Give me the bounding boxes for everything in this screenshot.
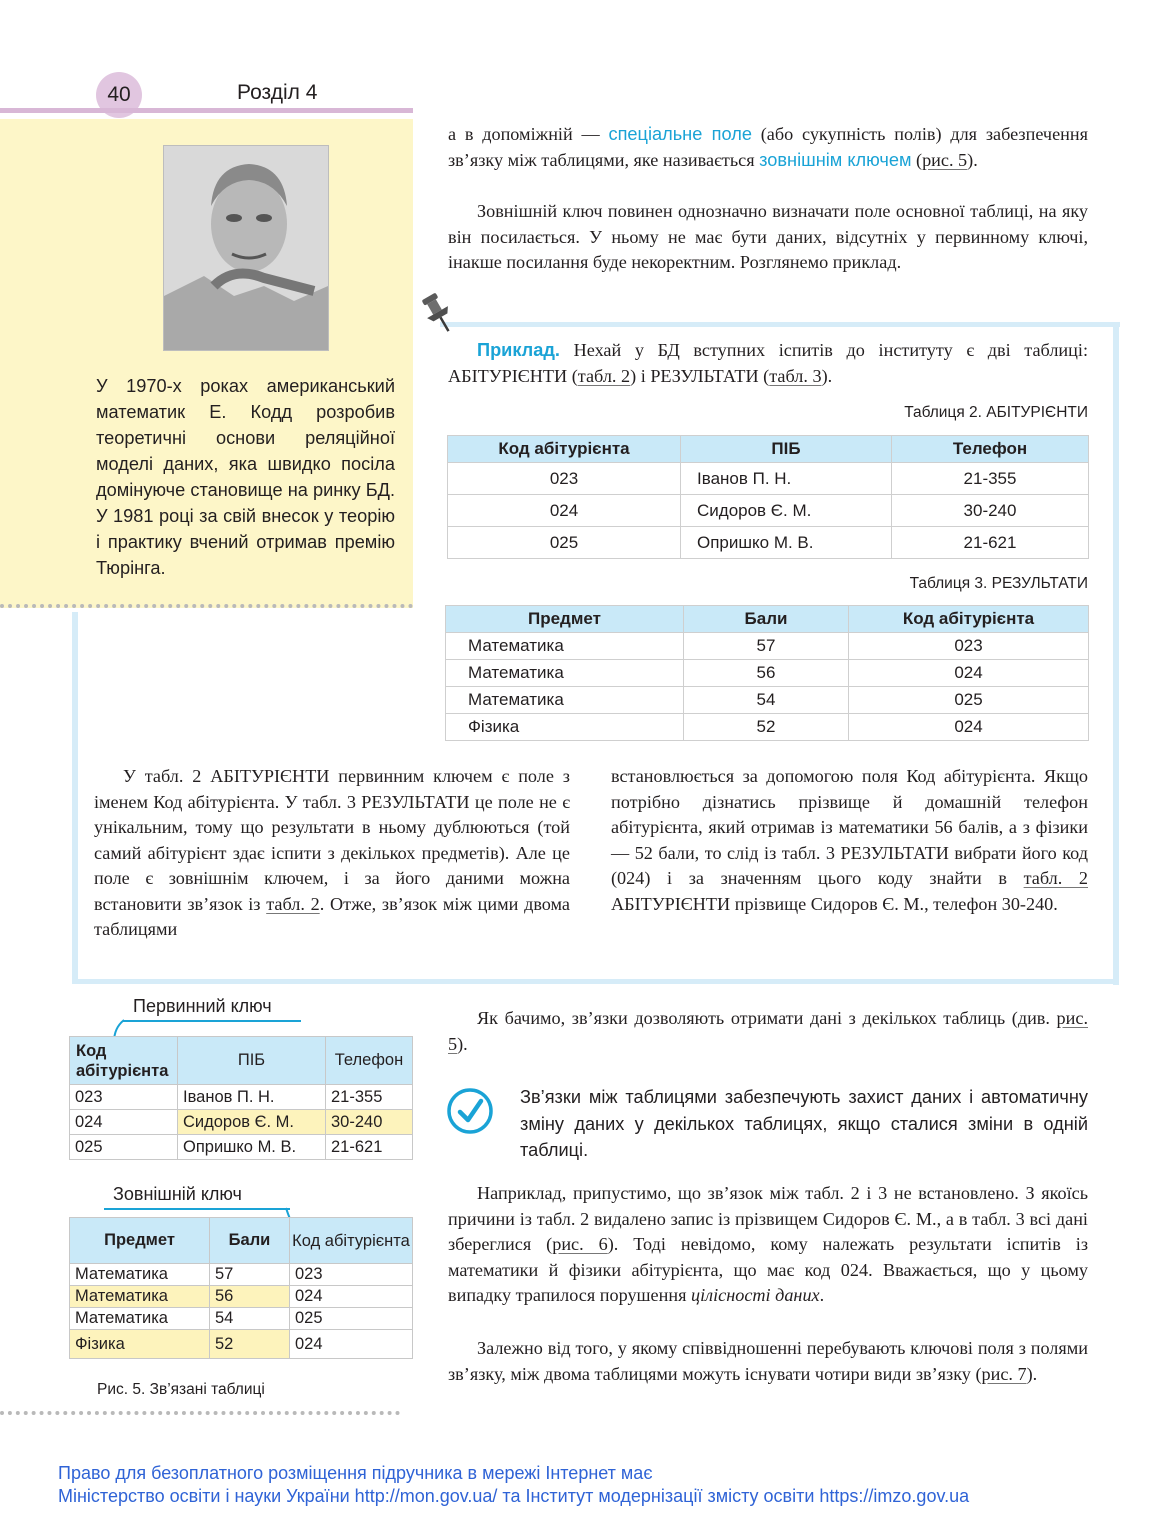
- table-cell: 21-355: [892, 463, 1089, 495]
- ref-table2-link[interactable]: табл. 2: [266, 893, 320, 914]
- fig5-table-results: [69, 1217, 413, 1359]
- table-header: Код абітурієнта: [290, 1218, 413, 1264]
- table-cell: 024: [448, 495, 681, 527]
- table-cell: 023: [290, 1264, 413, 1286]
- table-row: [448, 495, 1089, 527]
- primary-key-label: Первинний ключ: [133, 996, 272, 1016]
- figure-divider: [0, 1411, 400, 1415]
- table-row: [70, 1110, 413, 1135]
- sidebar-divider: [0, 604, 413, 608]
- table-header: ПІБ: [178, 1037, 326, 1085]
- right-paragraph-3: Залежно від того, у якому співвідношенні перебувають ключові поля з полями зв’язку, між двома таблицями можуть існувати чотири види зв’язку (рис. 7).: [448, 1338, 1088, 1384]
- table-cell: Іванов П. Н.: [681, 463, 892, 495]
- foreign-key-label: Зовнішній ключ: [113, 1184, 242, 1204]
- table-header: Телефон: [892, 436, 1089, 463]
- table-cell: 024: [849, 660, 1089, 687]
- table-cell-highlighted: Фізика: [70, 1330, 210, 1359]
- ref-fig7-link[interactable]: рис. 7: [981, 1363, 1027, 1384]
- table-cell: 21-355: [326, 1085, 413, 1110]
- figure-caption: Рис. 5. Зв’язані таблиці: [97, 1381, 265, 1398]
- table2-caption: Таблиця 2. АБІТУРІЄНТИ: [904, 404, 1088, 421]
- portrait-illustration: [164, 146, 328, 350]
- table-cell: Сидоров Є. М.: [681, 495, 892, 527]
- term-special-field: спеціальне поле: [608, 124, 752, 144]
- table-cell: 54: [684, 687, 849, 714]
- table-header: Код абітурієнта: [849, 606, 1089, 633]
- table-cell: 52: [684, 714, 849, 741]
- table-row: [446, 714, 1089, 741]
- table-cell: 025: [448, 527, 681, 559]
- table-cell: 54: [210, 1308, 290, 1330]
- intro-paragraph-2: Зовнішній ключ повинен однозначно визначати поле основної таблиці, на яку він посилається. У ньому не має бути даних, відсутніх у первинному ключі, інакше посилання буде некоректним. Розглянемо приклад.: [448, 201, 1088, 272]
- ref-table2-link[interactable]: табл. 2: [1023, 868, 1088, 888]
- term-foreign-key: зовнішнім ключем: [759, 149, 912, 170]
- example-frame-right: [1113, 322, 1119, 985]
- table-row: [446, 633, 1089, 660]
- fig5-table-abiturients: [69, 1036, 413, 1160]
- table-cell-highlighted: 52: [210, 1330, 290, 1359]
- table-header: Предмет: [446, 606, 684, 633]
- table3-results: [445, 605, 1089, 741]
- intro-paragraph-1: а в допоміжній — спеціальне поле (або сукупність полів) для забезпечення зв’язку між таблицями, яке називається зовнішнім ключем (рис. 5).: [448, 124, 1088, 170]
- table-cell: 025: [70, 1135, 178, 1160]
- ref-table3-link[interactable]: табл. 3: [769, 365, 822, 386]
- table-header: Бали: [684, 606, 849, 633]
- foreign-key-line: [104, 1208, 290, 1210]
- table-cell: Опришко М. В.: [178, 1135, 326, 1160]
- table-cell: Математика: [70, 1308, 210, 1330]
- table-header: Код абітурієнта: [448, 436, 681, 463]
- footer-notice: [58, 1462, 969, 1508]
- table-cell: Опришко М. В.: [681, 527, 892, 559]
- table-header: ПІБ: [681, 436, 892, 463]
- table-cell: Фізика: [446, 714, 684, 741]
- example-frame-top: [440, 322, 1120, 327]
- header-rule: [0, 108, 413, 113]
- term-data-integrity: цілісності даних: [691, 1285, 820, 1305]
- table-cell: 21-621: [892, 527, 1089, 559]
- example-frame-bottom: [72, 979, 1119, 984]
- ref-fig5-link[interactable]: рис. 5: [922, 149, 968, 170]
- ref-fig6-link[interactable]: рис. 6: [552, 1234, 608, 1254]
- table-cell: 024: [849, 714, 1089, 741]
- table-cell: 024: [70, 1110, 178, 1135]
- example-column-1: У табл. 2 АБІТУРІЄНТИ первинним ключем є поле з іменем Код абітурієнта. У табл. 3 РЕЗУЛЬТАТИ це поле не є унікальним, тому що результати в ньому дублюються (той самий абітурієнт здає іспити з декількох предметів). Але це поле є зовнішнім ключем, і за його даними можна встановити зв’язок із табл. 2. Отже, зв’язок між цими двома таблицями: [94, 766, 570, 939]
- table-header: Телефон: [326, 1037, 413, 1085]
- table-cell: Математика: [70, 1264, 210, 1286]
- table-header: Бали: [210, 1218, 290, 1264]
- table-row: [70, 1135, 413, 1160]
- table-cell: 025: [849, 687, 1089, 714]
- table-cell: 025: [290, 1308, 413, 1330]
- table-row: [70, 1085, 413, 1110]
- table-cell: 30-240: [892, 495, 1089, 527]
- ref-table2-link[interactable]: табл. 2: [577, 365, 631, 386]
- table-cell: 023: [849, 633, 1089, 660]
- table3-caption: Таблиця 3. РЕЗУЛЬТАТИ: [909, 575, 1088, 592]
- note-text: Зв’язки між таблицями забезпечують захист даних і автоматичну зміну даних у декількох таблицях, якщо сталися зміни в одній таблиці.: [520, 1087, 1088, 1160]
- table-cell: 023: [448, 463, 681, 495]
- table-cell: 57: [210, 1264, 290, 1286]
- table-row: [70, 1286, 413, 1308]
- footer-line-1: Право для безоплатного розміщення підручника в мережі Інтернет має: [58, 1463, 653, 1483]
- table-cell-highlighted: 30-240: [326, 1110, 413, 1135]
- table-row: [448, 463, 1089, 495]
- sidebar-text: У 1970-х роках американський математик Е. Кодд розробив теоретичні основи реляційної моделі даних, яка швидко посіла домінуюче становище на ринку БД. У 1981 році за свій внесок у теорію і практику вчений отримав премію Тюрінга.: [96, 376, 395, 578]
- table-row: [448, 527, 1089, 559]
- table-cell: Математика: [446, 687, 684, 714]
- footer-line-2: Міністерство освіти і науки України http://mon.gov.ua/ та Інститут модернізації змісту освіти https://imzo.gov.ua: [58, 1486, 970, 1506]
- table-row: [446, 660, 1089, 687]
- table-cell-highlighted: Сидоров Є. М.: [178, 1110, 326, 1135]
- right-paragraph-1: Як бачимо, зв’язки дозволяють отримати дані з декількох таблиць (див. рис. 5).: [448, 1008, 1088, 1054]
- example-label: Приклад.: [477, 340, 560, 360]
- table-row: [70, 1264, 413, 1286]
- right-paragraph-2: Наприклад, припустимо, що зв’язок між табл. 2 і 3 не встановлено. З якоїсь причини із табл. 2 видалено запис із прізвищем Сидоров Є. М., а в табл. 3 всі дані збереглися (рис. 6). Тоді невідомо, кому належать результати іспитів із математики й фізики абітурієнта, що має код 024. Вважається, що у цьому випадку трапилося порушення цілісності даних.: [448, 1183, 1089, 1305]
- table-cell: 56: [684, 660, 849, 687]
- example-frame-left: [72, 612, 78, 982]
- table-row: [70, 1330, 413, 1359]
- page-number: 40: [96, 72, 142, 118]
- checkmark-circle-icon: [446, 1087, 494, 1135]
- table2-abiturients: [447, 435, 1089, 559]
- table-cell: 023: [70, 1085, 178, 1110]
- table-header: Код абітурієнта: [70, 1037, 178, 1085]
- pushpin-icon: [418, 290, 458, 336]
- table-row: [446, 687, 1089, 714]
- table-cell: Математика: [446, 633, 684, 660]
- section-title: Розділ 4: [237, 81, 318, 104]
- table-cell: 57: [684, 633, 849, 660]
- table-cell: 21-621: [326, 1135, 413, 1160]
- table-cell-highlighted: Математика: [70, 1286, 210, 1308]
- table-row: [70, 1308, 413, 1330]
- example-column-2: встановлюється за допомогою поля Код абітурієнта. Якщо потрібно дізнатись прізвище й домашній телефон абітурієнта, який отримав із математики 56 балів, а з фізики — 52 бали, то слід із табл. 3 РЕЗУЛЬТАТИ вибрати його код (024) і за значенням цього коду знайти в табл. 2 АБІТУРІЄНТИ прізвище Сидоров Є. М., телефон 30-240.: [611, 766, 1088, 914]
- table-cell: 024: [290, 1286, 413, 1308]
- ref-fig5-link[interactable]: рис. 5: [448, 1008, 1088, 1054]
- portrait-photo: [163, 145, 329, 351]
- table-cell-highlighted: 56: [210, 1286, 290, 1308]
- table-cell: Математика: [446, 660, 684, 687]
- table-header: Предмет: [70, 1218, 210, 1264]
- table-cell: Іванов П. Н.: [178, 1085, 326, 1110]
- primary-key-line: [123, 1020, 301, 1022]
- example-intro: Приклад. Нехай у БД вступних іспитів до інституту є дві таблиці: АБІТУРІЄНТИ (табл. 2) і РЕЗУЛЬТАТИ (табл. 3).: [448, 340, 1088, 386]
- table-cell: 024: [290, 1330, 413, 1359]
